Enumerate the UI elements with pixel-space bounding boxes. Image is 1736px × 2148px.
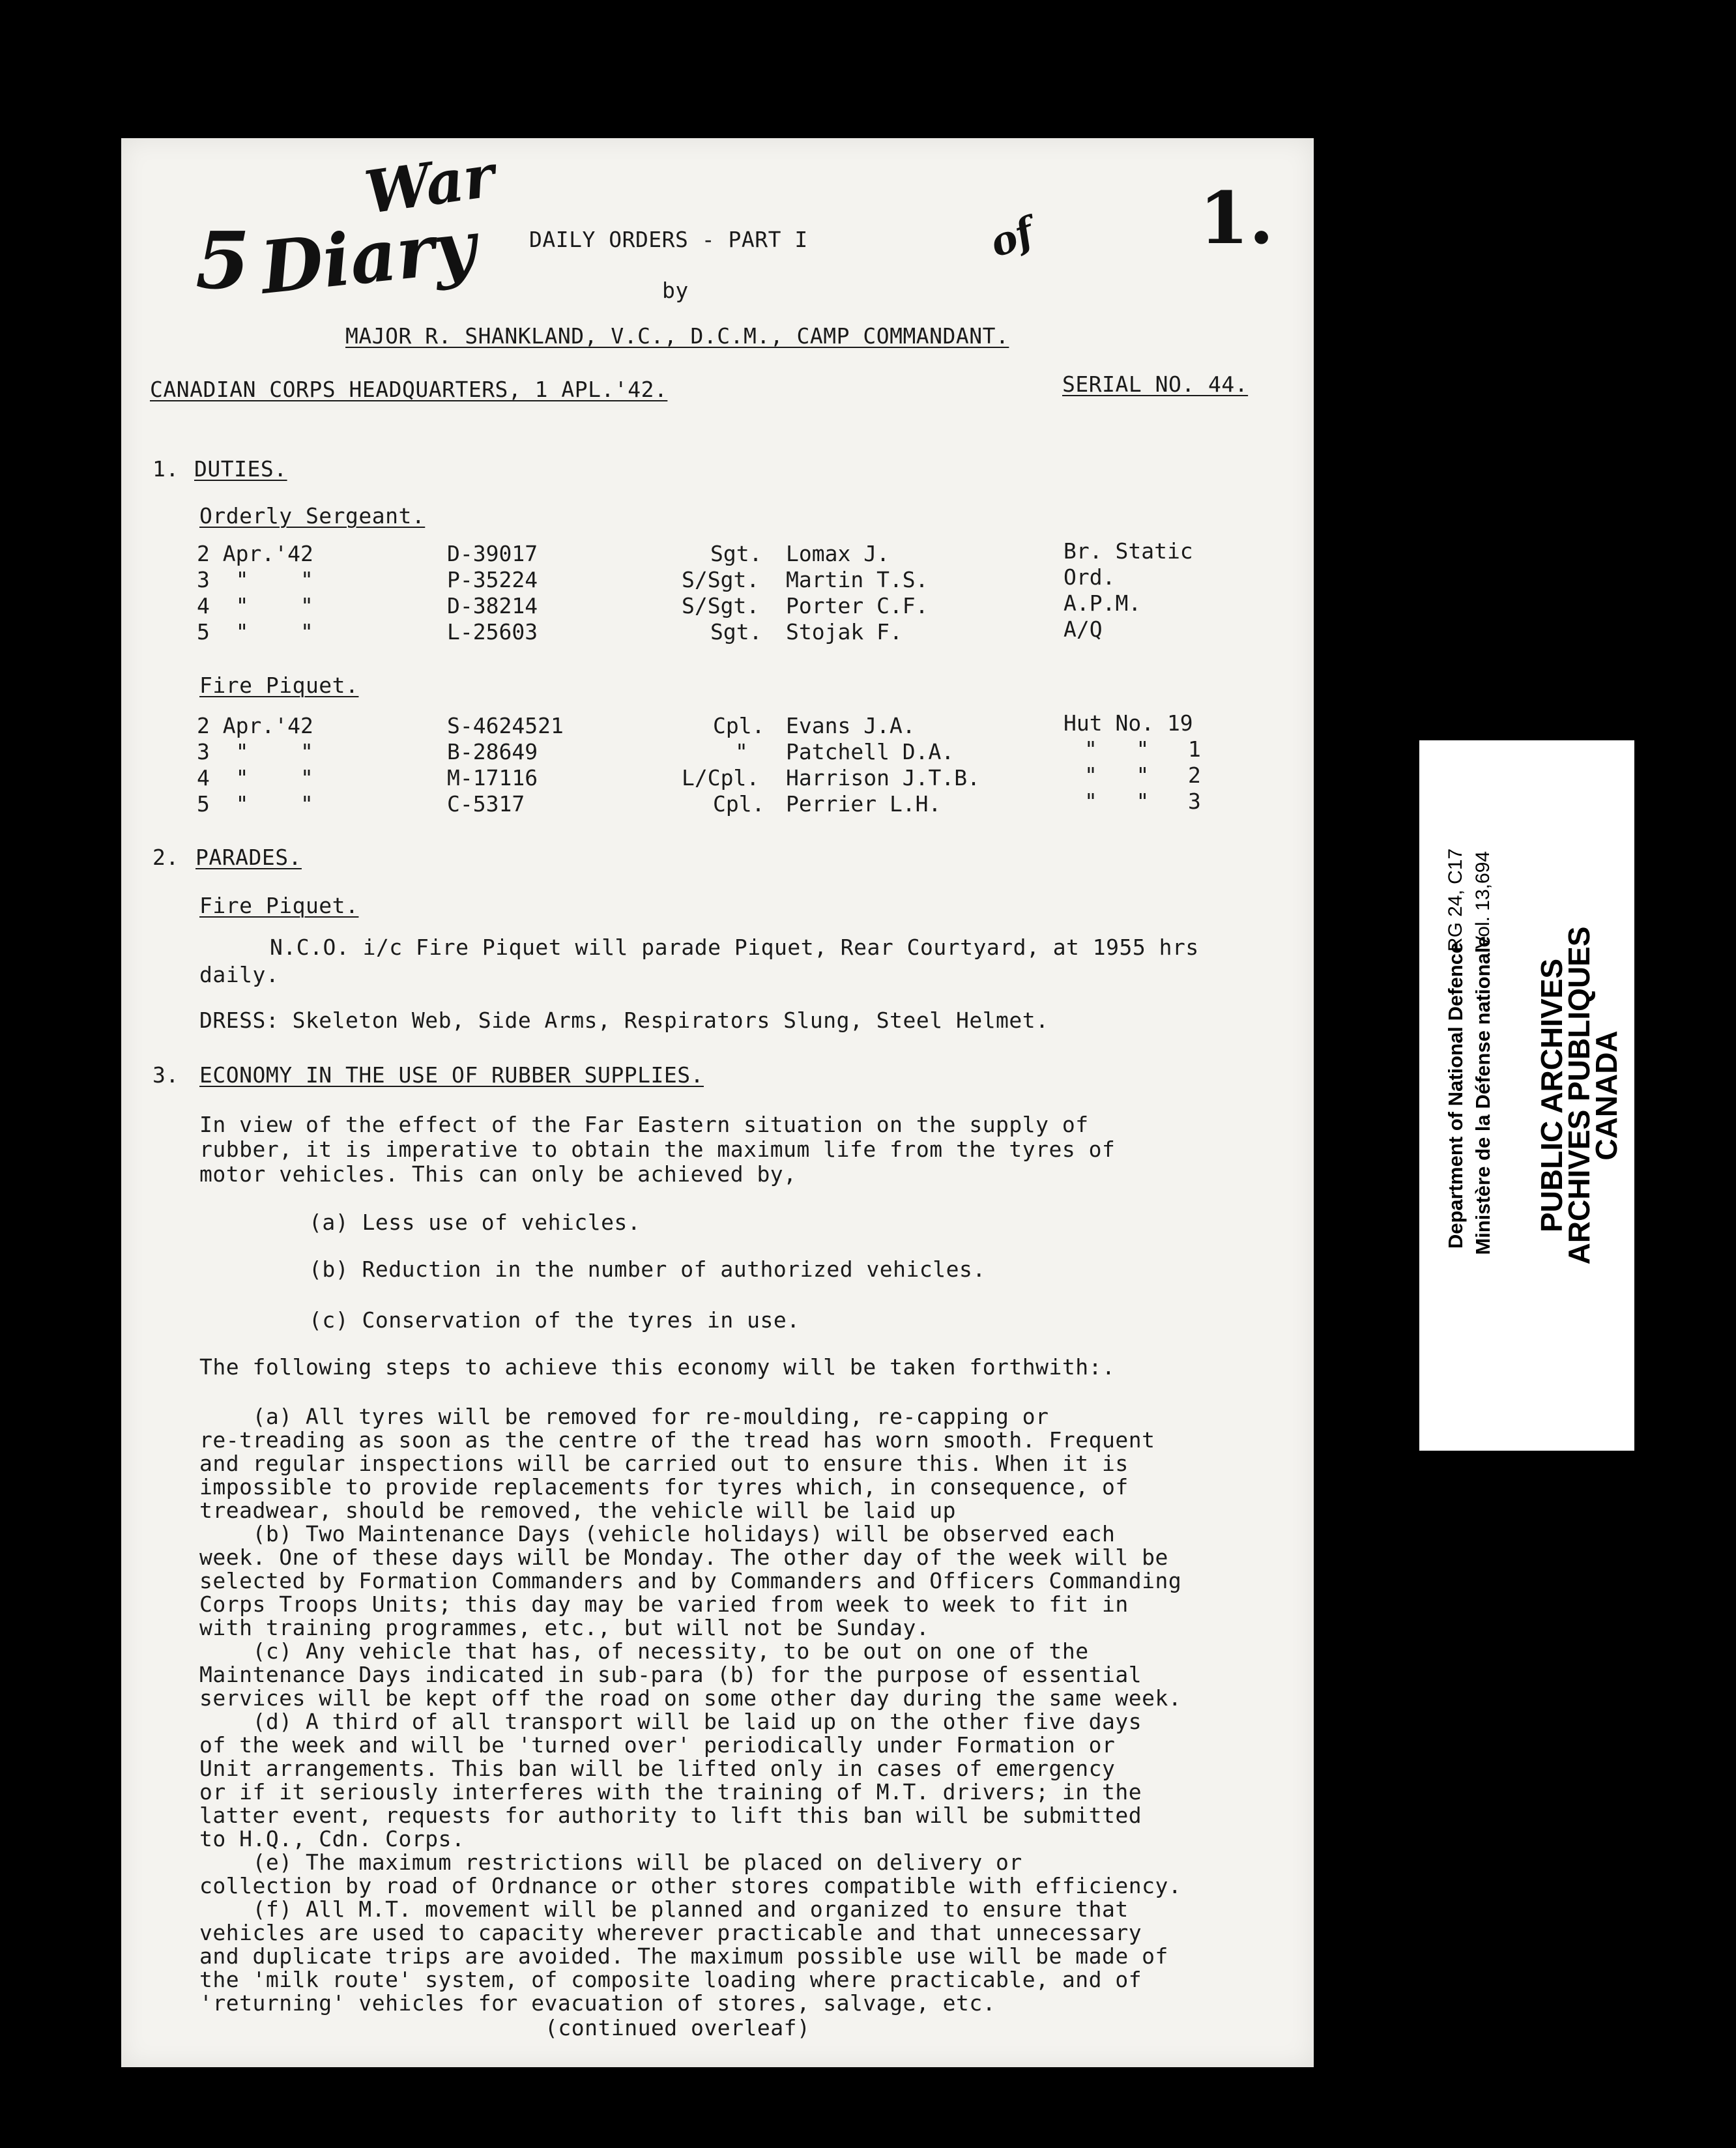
paragraph-line: services will be kept off the road on some other day during the same week. (199, 1685, 1182, 1711)
continued-note: (continued overleaf) (545, 2015, 811, 2040)
document-title: DAILY ORDERS - PART I (529, 227, 808, 252)
stamp-col (1443, 545, 1469, 1255)
row-date: 2 Apr.'42 (197, 713, 313, 738)
row-number: C-5317 (447, 791, 525, 817)
handwritten-number: 5 (195, 215, 250, 307)
stamp-department-fr: Ministère de la Défense nationale (1471, 936, 1494, 1255)
paragraph-line: vehicles are used to capacity wherever practicable and that unnecessary (199, 1920, 1142, 1945)
row-unit: A/Q (1063, 617, 1103, 642)
section-number-1: 1. (152, 456, 179, 482)
stamp-department-en: Department of National Defence (1444, 942, 1467, 1249)
row-name: Evans J.A. (786, 713, 916, 738)
economy-intro-line: motor vehicles. This can only be achieved by, (199, 1161, 797, 1187)
stamp-country: CANADA (1589, 1030, 1623, 1161)
paragraph-line: (e) The maximum restrictions will be placed on delivery or (199, 1850, 1022, 1875)
paragraph-line: the 'milk route' system, of composite loading where practicable, and of (199, 1967, 1142, 1992)
parade-instruction: N.C.O. i/c Fire Piquet will parade Piquet, Rear Courtyard, at 1955 hrs (270, 935, 1199, 960)
row-name: Martin T.S. (786, 567, 929, 592)
row-date: 4 " " (197, 593, 313, 618)
row-date: 3 " " (197, 567, 313, 592)
row-unit: " " 3 (1084, 789, 1201, 814)
row-rank: Sgt. (710, 541, 762, 566)
handwritten-note-war: War (360, 141, 499, 228)
paragraph-line: latter event, requests for authority to lift this ban will be submitted (199, 1803, 1142, 1828)
paragraph-line: treadwear, should be removed, the vehicle will be laid up (199, 1498, 956, 1523)
row-rank: Cpl. (713, 791, 765, 817)
measure-c: (c) Conservation of the tyres in use. (309, 1307, 800, 1333)
row-unit: A.P.M. (1063, 590, 1142, 616)
paragraph-line: collection by road of Ordnance or other stores compatible with efficiency. (199, 1873, 1182, 1898)
row-name: Stojak F. (786, 619, 903, 645)
row-unit: Ord. (1063, 564, 1116, 590)
stamp-reference: RG 24, C17 (1445, 848, 1466, 952)
commandant-line: MAJOR R. SHANKLAND, V.C., D.C.M., CAMP COMMANDANT. (345, 323, 1009, 349)
economy-heading: ECONOMY IN THE USE OF RUBBER SUPPLIES. (199, 1062, 704, 1088)
row-number: S-4624521 (447, 713, 564, 738)
paragraph-line: selected by Formation Commanders and by Commanders and Officers Commanding (199, 1568, 1182, 1593)
economy-intro-line: In view of the effect of the Far Eastern situation on the supply of (199, 1112, 1089, 1137)
row-date: 5 " " (197, 619, 313, 645)
row-number: M-17116 (447, 765, 538, 791)
paragraph-line: (d) A third of all transport will be laid up on the other five days (199, 1709, 1142, 1734)
row-unit: Br. Static (1063, 538, 1193, 564)
row-number: B-28649 (447, 739, 538, 764)
section-number-3: 3. (152, 1062, 179, 1088)
by-line: by (662, 278, 689, 303)
handwritten-initials: of (984, 209, 1040, 267)
paragraph-line: Unit arrangements. This ban will be lifted only in cases of emergency (199, 1756, 1116, 1781)
economy-intro-line: rubber, it is imperative to obtain the maximum life from the tyres of (199, 1137, 1116, 1162)
archive-stamp (1419, 740, 1634, 1451)
stamp-archives-fr: ARCHIVES PUBLIQUES (1562, 926, 1596, 1265)
stamp-col (1470, 545, 1496, 1255)
paragraph-line: (f) All M.T. movement will be planned and organized to ensure that (199, 1896, 1129, 1922)
row-unit: " " 2 (1084, 762, 1201, 788)
paragraph-line: (a) All tyres will be removed for re-moulding, re-capping or (199, 1404, 1049, 1429)
paragraph-line: (c) Any vehicle that has, of necessity, to be out on one of the (199, 1638, 1089, 1664)
row-number: L-25603 (447, 619, 538, 645)
row-name: Patchell D.A. (786, 739, 955, 764)
paragraph-line: to H.Q., Cdn. Corps. (199, 1826, 465, 1851)
row-number: D-38214 (447, 593, 538, 618)
paragraph-line: of the week and will be 'turned over' periodically under Formation or (199, 1732, 1116, 1758)
orderly-sergeant-heading: Orderly Sergeant. (199, 503, 426, 529)
row-name: Harrison J.T.B. (786, 765, 981, 791)
dress-line: DRESS: Skeleton Web, Side Arms, Respirators Slung, Steel Helmet. (199, 1008, 1049, 1033)
row-unit: Hut No. 19 (1063, 710, 1193, 736)
paragraph-line: and regular inspections will be carried out to ensure this. When it is (199, 1451, 1129, 1476)
row-date: 5 " " (197, 791, 313, 817)
paragraph-line: with training programmes, etc., but will not be Sunday. (199, 1615, 930, 1640)
paragraph-line: impossible to provide replacements for tyres which, in consequence, of (199, 1474, 1129, 1500)
row-number: D-39017 (447, 541, 538, 566)
row-name: Perrier L.H. (786, 791, 942, 817)
stamp-archives-en: PUBLIC ARCHIVES (1535, 959, 1569, 1232)
measure-b: (b) Reduction in the number of authorized vehicles. (309, 1256, 986, 1282)
row-date: 4 " " (197, 765, 313, 791)
unit-and-date: CANADIAN CORPS HEADQUARTERS, 1 APL.'42. (150, 377, 668, 402)
paragraph-line: re-treading as soon as the centre of the tread has worn smooth. Frequent (199, 1427, 1155, 1453)
row-unit: " " 1 (1084, 736, 1201, 762)
row-rank: S/Sgt. (682, 593, 760, 618)
measure-a: (a) Less use of vehicles. (309, 1210, 641, 1235)
paragraph-line: Corps Troops Units; this day may be varied from week to week to fit in (199, 1591, 1129, 1617)
handwritten-note-diary: Diary (257, 204, 480, 310)
paragraph-line: and duplicate trips are avoided. The maximum possible use will be made of (199, 1943, 1168, 1969)
row-name: Porter C.F. (786, 593, 929, 618)
stamp-volume: Vol. 13,694 (1472, 850, 1494, 950)
paragraph-line: (b) Two Maintenance Days (vehicle holidays) will be observed each (199, 1521, 1116, 1546)
row-rank: S/Sgt. (682, 567, 760, 592)
handwritten-page-number: 1. (1199, 176, 1274, 260)
row-rank: " (735, 739, 748, 764)
paragraph-line: or if it seriously interferes with the training of M.T. drivers; in the (199, 1779, 1142, 1805)
row-name: Lomax J. (786, 541, 890, 566)
row-date: 2 Apr.'42 (197, 541, 313, 566)
row-rank: Cpl. (713, 713, 765, 738)
row-date: 3 " " (197, 739, 313, 764)
stamp-col (1591, 740, 1621, 1451)
paragraph-line: Maintenance Days indicated in sub-para (b) for the purpose of essential (199, 1662, 1142, 1687)
serial-number: SERIAL NO. 44. (1062, 371, 1249, 397)
paragraph-line: week. One of these days will be Monday. The other day of the week will be (199, 1545, 1168, 1570)
parades-heading: PARADES. (195, 845, 302, 870)
row-rank: L/Cpl. (682, 765, 760, 791)
row-number: P-35224 (447, 567, 538, 592)
parade-instruction-cont: daily. (199, 962, 280, 987)
steps-intro: The following steps to achieve this economy will be taken forthwith:. (199, 1354, 1116, 1380)
parades-fire-piquet-heading: Fire Piquet. (199, 893, 359, 918)
fire-piquet-heading: Fire Piquet. (199, 673, 359, 698)
section-number-2: 2. (152, 845, 179, 870)
row-rank: Sgt. (710, 619, 762, 645)
duties-heading: DUTIES. (194, 456, 287, 482)
paragraph-line: 'returning' vehicles for evacuation of stores, salvage, etc. (199, 1990, 996, 2016)
